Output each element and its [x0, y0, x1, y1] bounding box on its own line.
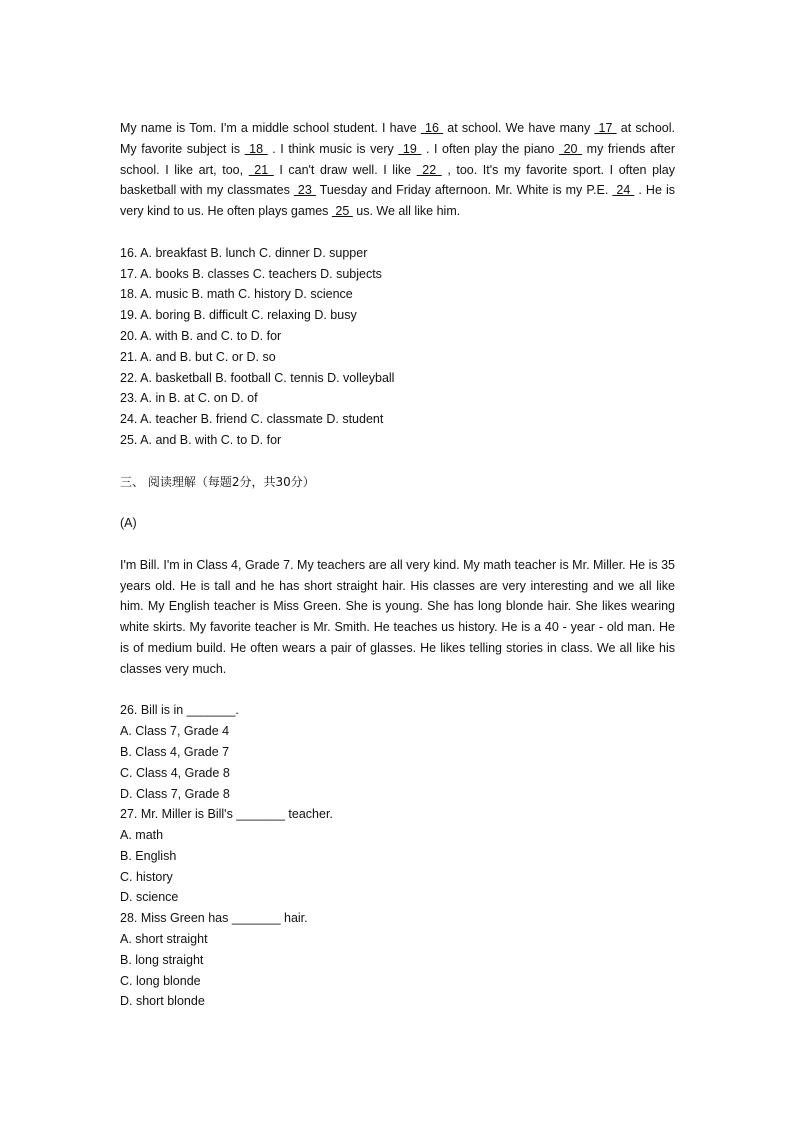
spacer — [120, 680, 675, 701]
question-stem: 26. Bill is in _______. — [120, 703, 239, 718]
document-page — [120, 118, 675, 1012]
cloze-options-list — [120, 243, 675, 451]
cloze-option-line: 24. A. teacher B. friend C. classmate D. student — [120, 412, 384, 427]
cloze-text: my friends after school. I like art, too, — [120, 141, 676, 177]
cloze-blank: 17 — [594, 121, 617, 135]
cloze-text: at school. My favorite subject is — [120, 121, 675, 156]
cloze-option-line: 23. A. in B. at C. on D. of — [120, 391, 258, 406]
spacer — [120, 451, 675, 472]
question-choice: C. Class 4, Grade 8 — [120, 765, 230, 780]
section-title: 三、 阅读理解（每题2分，共30分） — [120, 474, 315, 489]
cloze-blank: 22 — [416, 162, 442, 177]
question-choice: B. long straight — [120, 952, 204, 967]
cloze-text: My name is Tom. I'm a middle school student. I have — [120, 121, 421, 135]
cloze-text: us. We all like him. — [352, 204, 461, 219]
cloze-option-line: 22. A. basketball B. football C. tennis D. volleyball — [120, 370, 395, 385]
questions-list — [120, 700, 675, 1012]
cloze-option-line: 20. A. with B. and C. to D. for — [120, 328, 282, 343]
question-choice: D. short blonde — [120, 994, 205, 1009]
reading-passage: I'm Bill. I'm in Class 4, Grade 7. My teachers are all very kind. My math teacher is Mr. Miller. He is 35 years old. He is tall and he has short straight hair. His classes are very interesting and we all like him. My English teacher is Miss Green. She is young. She has long blonde hair. She likes wearing white skirts. My favorite teacher is Mr. Smith. He teaches us history. He is a 40 - year - old man. He is of medium build. He often wears a pair of glasses. He likes telling stories in class. We all like his classes very much. — [120, 557, 675, 676]
cloze-blank: 20 — [559, 141, 583, 156]
cloze-blank: 25 — [331, 204, 353, 219]
question-choice: D. Class 7, Grade 8 — [120, 786, 230, 801]
spacer — [120, 222, 675, 243]
cloze-blank: 16 — [420, 121, 444, 135]
question-stem: 28. Miss Green has _______ hair. — [120, 911, 308, 926]
cloze-text: . He is very kind to us. He often plays games — [120, 183, 675, 219]
cloze-text: I can't draw well. I like — [273, 162, 417, 177]
cloze-blank: 18 — [244, 141, 268, 156]
cloze-text: at school. We have many — [443, 121, 595, 135]
spacer — [120, 492, 675, 513]
question-stem: 27. Mr. Miller is Bill's _______ teacher. — [120, 807, 333, 822]
cloze-option-line: 19. A. boring B. difficult C. relaxing D. busy — [120, 308, 357, 323]
cloze-option-line: 25. A. and B. with C. to D. for — [120, 432, 282, 447]
question-choice: D. science — [120, 890, 179, 905]
question-choice: A. short straight — [120, 932, 208, 947]
cloze-blank: 24 — [612, 183, 635, 198]
cloze-passage — [120, 118, 675, 222]
question-choice: A. Class 7, Grade 4 — [120, 724, 230, 739]
cloze-text: . I often play the piano — [421, 141, 560, 156]
question-choice: A. math — [120, 828, 164, 843]
cloze-option-line: 21. A. and B. but C. or D. so — [120, 349, 276, 364]
cloze-blank: 23 — [293, 183, 316, 198]
question-choice: B. Class 4, Grade 7 — [120, 744, 230, 759]
cloze-option-line: 18. A. music B. math C. history D. science — [120, 287, 353, 302]
cloze-text: , too. It's my favorite sport. I often play basketball with my classmates — [120, 162, 676, 198]
question-choice: C. long blonde — [120, 973, 201, 988]
question-choice: B. English — [120, 848, 177, 863]
cloze-text: . I think music is very — [267, 141, 399, 156]
spacer — [120, 534, 675, 555]
cloze-blank: 19 — [398, 141, 422, 156]
question-choice: C. history — [120, 869, 173, 884]
cloze-blank: 21 — [248, 162, 274, 177]
cloze-text: Tuesday and Friday afternoon. Mr. White is my P.E. — [315, 183, 613, 198]
cloze-option-line: 17. A. books B. classes C. teachers D. subjects — [120, 266, 382, 281]
part-label: (A) — [120, 516, 137, 531]
cloze-option-line: 16. A. breakfast B. lunch C. dinner D. supper — [120, 245, 368, 260]
